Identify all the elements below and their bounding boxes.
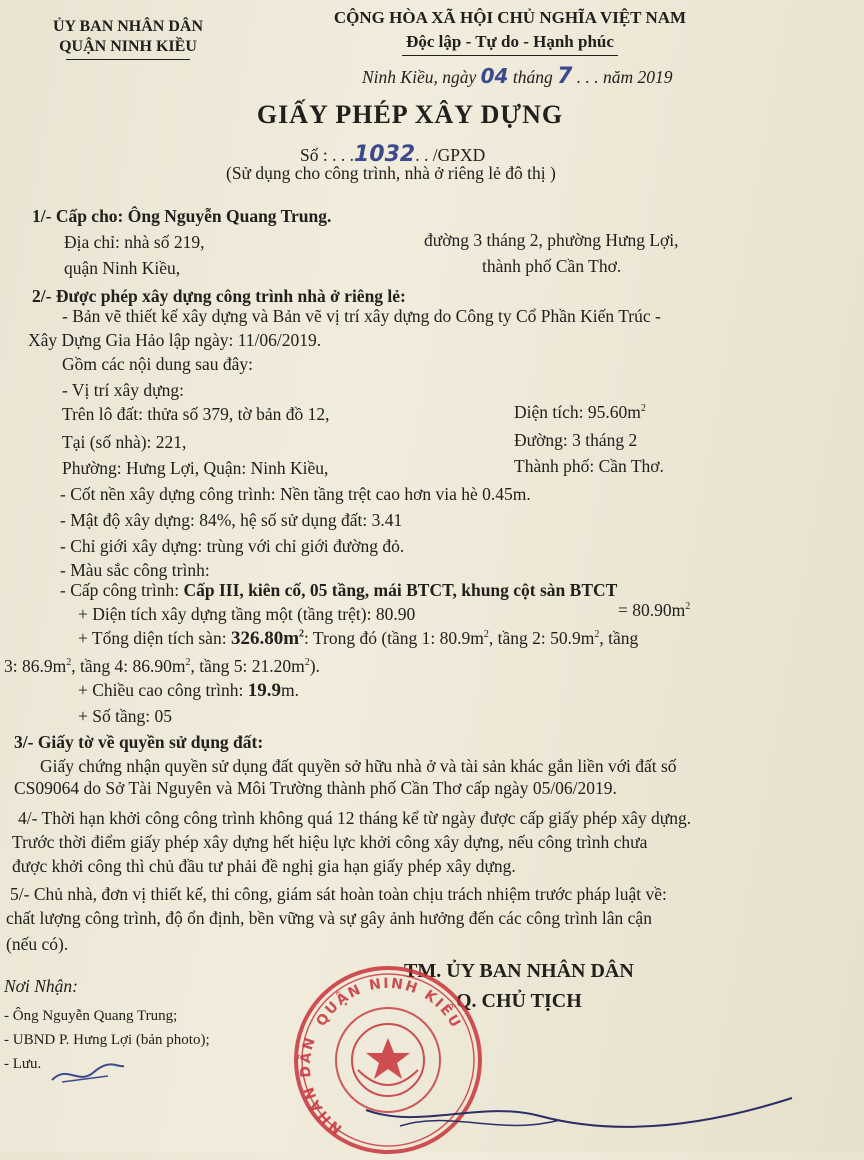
s4-line-3: được khởi công thì chủ đầu tư phải đề nghị gia hạn giấy phép xây dựng. — [12, 856, 516, 876]
seal-text-left: NHÂN DÂN — [297, 1034, 346, 1137]
address-line-1: Địa chỉ: nhà số 219, — [64, 232, 205, 252]
date-month: 7 — [557, 64, 573, 89]
recipient-2: - UBND P. Hưng Lợi (bản photo); — [4, 1032, 210, 1048]
s5-line-2: chất lượng công trình, độ ổn định, bền vững và sự gây ảnh hưởng đến các công trình lân cận — [6, 908, 652, 928]
signatory-title-1: TM. ỦY BAN NHÂN DÂN — [404, 960, 634, 982]
document-subtitle: (Sử dụng cho công trình, nhà ở riêng lẻ đô thị ) — [226, 163, 556, 183]
address-line-2: đường 3 tháng 2, phường Hưng Lợi, — [424, 230, 679, 250]
address-line-3: quận Ninh Kiều, — [64, 258, 181, 278]
recipients-title: Nơi Nhận: — [4, 976, 78, 996]
section-1-heading: 1/- Cấp cho: Ông Nguyễn Quang Trung. — [32, 206, 332, 226]
chairman-signature — [360, 1090, 800, 1150]
document-title: GIẤY PHÉP XÂY DỰNG — [256, 100, 564, 129]
initials-signature — [48, 1058, 128, 1088]
s4-line-1: 4/- Thời hạn khởi công công trình không quá 12 tháng kể từ ngày được cấp giấy phép xây dựng. — [18, 808, 692, 828]
lot-area: Diện tích: $95.60m^2$ — [514, 402, 646, 422]
ground-floor-area-total: = $80.90m^2$ — [618, 600, 691, 620]
issue-date: Ninh Kiều, ngày 04 tháng 7 . . . năm 2019 — [362, 64, 673, 89]
city-name: Thành phố: Cần Thơ. — [514, 456, 664, 476]
section-3-heading: 3/- Giấy tờ về quyền sử dụng đất: — [14, 732, 264, 752]
building-color: - Màu sắc công trình: — [60, 560, 210, 580]
recipient-3: - Lưu. — [4, 1056, 42, 1072]
total-floor-area: + Tổng diện tích sàn: $326.80m^2$: Trong đó (tầng 1: $80.9m^2$, tầng 2: $50.9m^2$, tầng — [78, 628, 639, 649]
permit-number-handwritten: 1032 — [353, 142, 416, 167]
s2-line-4: - Vị trí xây dựng: — [62, 380, 184, 400]
building-height: + Chiều cao công trình: 19.9m. — [78, 680, 300, 701]
section-2-heading: 2/- Được phép xây dựng công trình nhà ở riêng lẻ: — [32, 286, 406, 306]
issuer-underline — [66, 59, 190, 60]
permit-number: Số : . . .1032. . /GPXD — [300, 142, 486, 167]
s3-line-2: CS09064 do Sở Tài Nguyên và Môi Trường thành phố Cần Thơ cấp ngày 05/06/2019. — [14, 778, 617, 798]
s2-line-1: - Bản vẽ thiết kế xây dựng và Bản vẽ vị trí xây dựng do Công ty Cổ Phần Kiến Trúc - — [62, 306, 661, 326]
s5-line-1: 5/- Chủ nhà, đơn vị thiết kế, thi công, giám sát hoàn toàn chịu trách nhiệm trước pháp luật về: — [10, 884, 667, 904]
s5-line-3: (nếu có). — [6, 934, 69, 954]
ground-floor-area: + Diện tích xây dựng tầng một (tầng trệt): 80.90 — [78, 604, 416, 624]
floor-breakdown: 3: $86.9m^2$, tầng 4: $86.90m^2$, tầng 5: $21.20m^2$). — [4, 656, 320, 676]
foundation-level: - Cốt nền xây dựng công trình: Nền tầng trệt cao hơn via hè 0.45m. — [60, 484, 531, 504]
date-day: 04 — [480, 64, 509, 88]
recipient-1: - Ông Nguyễn Quang Trung; — [4, 1008, 178, 1024]
house-number: Tại (số nhà): 221, — [62, 432, 187, 452]
s4-line-2: Trước thời điểm giấy phép xây dựng hết hiệu lực khởi công xây dựng, nếu công trình chưa — [12, 832, 648, 852]
national-motto: Độc lập - Tự do - Hạnh phúc — [406, 32, 614, 51]
seal-text-top: QUẬN NINH KIỀU — [313, 975, 465, 1032]
floor-count: + Số tầng: 05 — [78, 706, 172, 726]
street-name: Đường: 3 tháng 2 — [514, 430, 638, 450]
national-title: CỘNG HÒA XÃ HỘI CHỦ NGHĨA VIỆT NAM — [333, 8, 687, 27]
building-density: - Mật độ xây dựng: 84%, hệ số sử dụng đất: 3.41 — [60, 510, 403, 530]
issuer-district: QUẬN NINH KIỀU — [59, 38, 197, 55]
national-emblem-icon — [352, 1024, 424, 1096]
address-line-4: thành phố Cần Thơ. — [482, 256, 622, 276]
s2-line-3: Gồm các nội dung sau đây: — [62, 354, 253, 374]
s3-line-1: Giấy chứng nhận quyền sử dụng đất quyền sở hữu nhà ở và tài sản khác gắn liền với đất số — [40, 756, 677, 776]
ward-district: Phường: Hưng Lợi, Quận: Ninh Kiều, — [62, 458, 329, 478]
s2-line-2: Xây Dựng Gia Hảo lập ngày: 11/06/2019. — [28, 330, 322, 350]
lot-info: Trên lô đất: thửa số 379, tờ bản đồ 12, — [62, 404, 330, 424]
construction-boundary: - Chỉ giới xây dựng: trùng với chỉ giới đường đỏ. — [60, 536, 405, 556]
building-grade: - Cấp công trình: Cấp III, kiên cố, 05 tầng, mái BTCT, khung cột sàn BTCT — [60, 580, 618, 600]
motto-underline — [402, 55, 618, 56]
signatory-title-2: Q. CHỦ TỊCH — [456, 990, 582, 1012]
issuer-name: ỦY BAN NHÂN DÂN — [52, 18, 204, 35]
